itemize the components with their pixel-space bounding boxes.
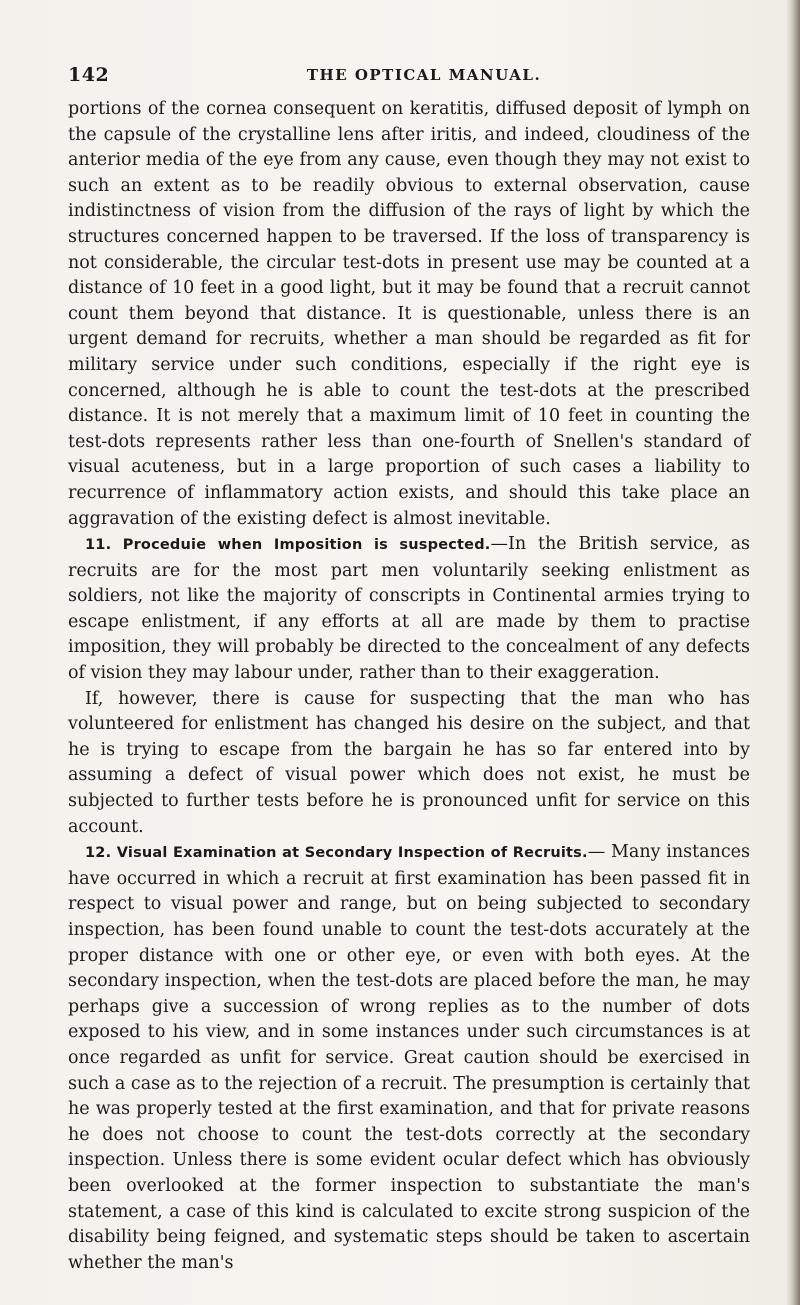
body-text — [68, 97, 750, 1276]
page-edge-shadow — [786, 0, 800, 1305]
page-number: 142 — [68, 64, 110, 86]
paragraph-text: If, however, there is cause for suspecting that the man who has volunteered for enlistment has changed his desire on the subject, and that he is trying to escape from the bargain he has so far entered into by assuming a defect of visual power which does not exist, he must be subjected to further tests before he is pronounced unfit for service on this account. — [68, 688, 750, 837]
running-title: THE OPTICAL MANUAL. — [306, 66, 542, 84]
paragraph-3 — [68, 687, 750, 841]
paragraph-text: portions of the cornea consequent on keratitis, diffused deposit of lymph on the capsule of the crystalline lens after iritis, and indeed, cloudiness of the anterior media of the eye from any cause, even though they may not exist to such an extent as to be readily obvious to external observation, cause indistinctness of vision from the diffusion of the rays of light by which the structures concerned happen to be traversed. If the loss of transparency is not considerable, the circular test-dots in present use may be counted at a distance of 10 feet in a good light, but it may be found that a recruit cannot count them beyond that distance. It is questionable, unless there is an urgent demand for recruits, whether a man should be regarded as fit for military service under such conditions, especially if the right eye is concerned, although he is able to count the test-dots at the prescribed distance. It is not merely that a maximum limit of 10 feet in counting the test-dots represents rather less than one-fourth of Snellen's standard of visual acuteness, but in a large proportion of such cases a liability to recurrence of inflammatory action exists, and should this take place an aggravation of the existing defect is almost inevitable. — [68, 99, 750, 529]
paragraph-text: —In the British service, as recruits are for the most part men voluntarily seeking enlistment as soldiers, not like the majority of conscripts in Continental armies trying to escape enlistment, if any efforts at all are made by them to practise imposition, they will probably be directed to the concealment of any defects of vision they may labour under, rather than to their exaggeration. — [68, 534, 750, 684]
paragraph-text: — Many instances have occurred in which a recruit at first examination has been passed fit in respect to visual power and range, but on being subjected to secondary inspection, has been found unable to count the test-dots accurately at the proper distance with one or other eye, or even with both eyes. At the secondary inspection, when the test-dots are placed before the man, he may perhaps give a succession of wrong replies as to the number of dots exposed to his view, and in some instances under such circumstances is at once regarded as unfit for service. Great caution should be exercised in such a case as to the rejection of a recruit. The presumption is certainly that he was properly tested at the first examination, and that for private reasons he does not choose to count the test-dots correctly at the secondary inspection. Unless there is some evident ocular defect which has obviously been overlooked at the former inspection to substantiate the man's statement, a case of this kind is calculated to excite strong suspicion of the disability being feigned, and systematic steps should be taken to ascertain whether the man's — [68, 842, 750, 1273]
section-heading-12: 12. Visual Examination at Secondary Inspection of Recruits. — [85, 845, 588, 862]
paragraph-1 — [68, 97, 750, 532]
section-heading-11: 11. Proceduie when Imposition is suspected. — [85, 537, 491, 554]
paragraph-section-11 — [68, 532, 750, 687]
running-head — [68, 64, 750, 88]
paragraph-section-12 — [68, 840, 750, 1276]
